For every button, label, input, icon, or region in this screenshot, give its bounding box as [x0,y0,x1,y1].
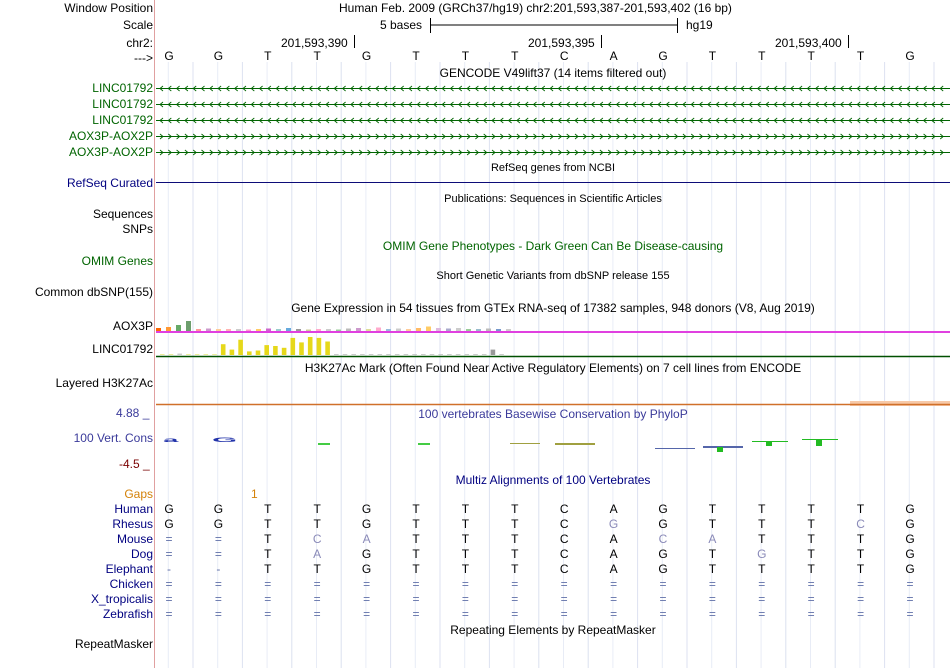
logo-letter-g: G [212,436,238,444]
alignment-base: T [264,562,272,576]
gencode-track-title: GENCODE V49lift37 (14 items filtered out) [439,66,667,80]
phylop-score-bar [655,448,695,449]
phylop-score-bar [555,443,595,445]
alignment-base: = [214,607,222,621]
omim-track-title: OMIM Gene Phenotypes - Dark Green Can Be Disease-causing [382,239,724,253]
alignment-base: T [264,502,272,516]
alignment-base: = [708,592,716,606]
repeatmasker-track-title: Repeating Elements by RepeatMasker [450,623,656,637]
alignment-base: T [807,547,815,561]
reference-base: T [264,49,272,63]
alignment-base: T [313,562,321,576]
alignment-base: = [313,577,321,591]
reference-base: T [807,49,815,63]
alignment-base: = [857,607,865,621]
phylop-score-bar [418,443,430,445]
phylop-max-label: 4.88 _ [116,406,150,420]
alignment-base: = [807,592,815,606]
window-position-label: Window Position [64,1,153,15]
alignment-base: = [165,547,173,561]
alignment-base: G [164,502,174,516]
alignment-base: = [511,577,519,591]
alignment-base: T [807,562,815,576]
alignment-base: = [560,607,568,621]
reference-base: T [412,49,420,63]
alignment-base: T [412,562,420,576]
alignment-base: = [708,607,716,621]
alignment-base: = [758,607,766,621]
alignment-base: = [461,607,469,621]
alignment-base: = [264,592,272,606]
publications-track-title: Publications: Sequences in Scientific Articles [444,193,662,205]
alignment-base: C [856,517,865,531]
alignment-base: - [167,562,171,576]
multiz-species-label[interactable]: Human [114,502,153,516]
phylop-score-bar [816,439,822,446]
alignment-base: = [412,592,420,606]
alignment-base: T [461,547,470,561]
phylop-label[interactable]: 100 Vert. Cons [73,431,153,445]
alignment-base: T [511,517,519,531]
alignment-base: C [658,532,668,546]
alignment-base: T [461,532,470,546]
alignment-base: = [857,577,865,591]
alignment-base: = [363,592,371,606]
alignment-base: = [264,607,272,621]
gtex-linc01792-label[interactable]: LINC01792 [92,342,153,356]
reference-base: G [905,49,915,63]
alignment-base: G [213,502,224,516]
alignment-base: = [610,577,618,591]
reference-base: T [313,49,321,63]
alignment-base: T [758,562,766,576]
alignment-base: T [708,562,717,576]
alignment-base: T [412,547,420,561]
reference-base: T [461,49,470,63]
alignment-base: C [559,547,569,561]
alignment-base: = [412,577,420,591]
alignment-base: T [758,502,766,516]
alignment-base: = [659,607,667,621]
logo-letter-a: a [163,436,179,444]
alignment-base: T [708,517,717,531]
alignment-base: T [758,532,766,546]
alignment-base: T [708,502,717,516]
alignment-base: = [610,592,618,606]
reference-base: G [164,49,174,63]
position-tick-2: 201,593,395 [528,36,595,50]
alignment-base: G [213,517,224,531]
refseq-label[interactable]: RefSeq Curated [66,176,153,190]
window-position-text: Human Feb. 2009 (GRCh37/hg19) chr2:201,593,387-201,593,402 (16 bp) [339,1,732,15]
alignment-base: = [313,592,321,606]
alignment-base: G [905,532,915,546]
alignment-base: C [312,532,322,546]
alignment-base: = [363,577,371,591]
multiz-species-label[interactable]: Mouse [116,532,153,546]
alignment-base: = [165,577,173,591]
gaps-value: 1 [251,487,258,501]
alignment-base: G [905,517,915,531]
alignment-base: = [708,577,716,591]
alignment-base: C [559,502,569,516]
h3k27ac-label[interactable]: Layered H3K27Ac [55,376,153,390]
alignment-base: G [361,502,372,516]
alignment-base: = [214,532,222,546]
alignment-base: A [609,547,618,561]
reference-base: T [511,49,519,63]
alignment-base: = [560,577,568,591]
alignment-base: = [165,607,173,621]
multiz-species-label[interactable]: Dog [130,547,153,561]
reference-base: T [758,49,766,63]
alignment-base: T [511,532,519,546]
alignment-base: T [264,517,272,531]
multiz-species-label[interactable]: X_tropicalis [90,592,153,606]
alignment-base: G [658,547,668,561]
phylop-score-bar [510,443,540,444]
gencode-item-label[interactable]: LINC01792 [92,81,153,95]
alignment-base: G [361,547,372,561]
alignment-base: A [609,562,618,576]
reference-base: A [609,49,618,63]
phylop-score-bar [717,447,723,452]
alignment-base: T [461,562,470,576]
alignment-base: - [216,562,221,576]
dbsnp-track-title: Short Genetic Variants from dbSNP release 155 [436,270,670,282]
alignment-base: T [412,517,420,531]
alignment-base: T [856,547,865,561]
phylop-score-bar [318,443,330,445]
alignment-base: G [658,562,668,576]
alignment-base: T [412,502,420,516]
alignment-base: A [362,532,371,546]
alignment-base: = [165,532,173,546]
multiz-species-label[interactable]: Chicken [109,577,153,591]
gencode-item-label[interactable]: AOX3P-AOX2P [68,129,153,143]
alignment-base: = [511,607,519,621]
alignment-base: = [363,607,371,621]
multiz-species-label[interactable]: Elephant [105,562,153,576]
phylop-track-title: 100 vertebrates Basewise Conservation by PhyloP [418,407,688,421]
alignment-base: T [461,517,470,531]
alignment-base: C [559,532,569,546]
alignment-base: = [659,592,667,606]
alignment-base: = [659,577,667,591]
omim-label[interactable]: OMIM Genes [81,254,153,268]
alignment-base: T [264,547,272,561]
phylop-min-label: -4.5 _ [119,457,150,471]
alignment-base: T [807,502,815,516]
alignment-base: T [511,562,519,576]
alignment-base: = [214,577,222,591]
reference-base: T [856,49,865,63]
alignment-base: T [807,517,815,531]
alignment-base: T [313,502,321,516]
alignment-base: = [412,607,420,621]
reference-base: G [658,49,668,63]
alignment-base: G [658,517,668,531]
alignment-base: A [313,547,322,561]
alignment-base: T [511,547,519,561]
dbsnp-label[interactable]: Common dbSNP(155) [34,285,153,299]
alignment-base: T [856,502,865,516]
gaps-label: Gaps [124,487,153,501]
alignment-base: = [264,577,272,591]
multiz-species-label[interactable]: Rhesus [112,517,153,531]
alignment-base: = [461,592,469,606]
refseq-track-title: RefSeq genes from NCBI [490,162,616,174]
alignment-base: T [412,532,420,546]
alignment-base: = [758,592,766,606]
multiz-species-label[interactable]: Zebrafish [102,607,153,621]
h3k27ac-track-title: H3K27Ac Mark (Often Found Near Active Regulatory Elements) on 7 cell lines from ENCODE [304,361,802,375]
strand-label: ---> [134,51,153,65]
alignment-base: G [905,547,915,561]
alignment-base: G [757,547,767,561]
alignment-base: C [559,562,569,576]
alignment-base: T [461,502,470,516]
alignment-base: = [610,607,618,621]
alignment-base: A [609,502,618,516]
reference-base: T [708,49,717,63]
alignment-base: G [905,502,915,516]
alignment-base: T [856,562,865,576]
alignment-base: G [608,517,619,531]
alignment-base: A [609,532,618,546]
repeatmasker-label[interactable]: RepeatMasker [74,637,153,651]
position-tick-1: 201,593,390 [281,36,348,50]
alignment-base: = [560,592,568,606]
gencode-item-label[interactable]: AOX3P-AOX2P [68,145,153,159]
alignment-base: = [906,607,914,621]
gencode-item-label[interactable]: LINC01792 [92,97,153,111]
multiz-track-title: Multiz Alignments of 100 Vertebrates [455,473,651,487]
scale-label: Scale [122,18,153,32]
alignment-base: = [758,577,766,591]
alignment-base: = [165,592,173,606]
reference-base: G [213,49,224,63]
scale-assembly: hg19 [686,18,713,32]
alignment-base: G [905,562,915,576]
alignment-base: T [758,517,766,531]
alignment-base: = [461,577,469,591]
scale-text: 5 bases [380,18,423,32]
gencode-item-label[interactable]: LINC01792 [92,113,153,127]
alignment-base: = [857,592,865,606]
alignment-base: T [313,517,321,531]
snps-label[interactable]: SNPs [122,222,153,236]
alignment-base: T [511,502,519,516]
gtex-aox3p-label[interactable]: AOX3P [112,319,153,333]
alignment-base: = [807,607,815,621]
alignment-base: = [906,592,914,606]
alignment-base: = [807,577,815,591]
alignment-base: = [214,547,222,561]
chrom-label: chr2: [126,36,153,50]
alignment-base: G [361,517,372,531]
alignment-base: T [264,532,272,546]
alignment-base: G [658,502,668,516]
position-tick-3: 201,593,400 [775,36,842,50]
alignment-base: T [708,547,717,561]
alignment-base: = [214,592,222,606]
sequences-label[interactable]: Sequences [92,207,153,221]
alignment-base: T [807,532,815,546]
alignment-base: C [559,517,569,531]
alignment-base: = [906,577,914,591]
alignment-base: G [164,517,174,531]
gtex-track-title: Gene Expression in 54 tissues from GTEx RNA-seq of 17382 samples, 948 donors (V8, Aug 2019) [291,301,815,315]
phylop-score-bar [766,441,772,446]
reference-base: G [361,49,372,63]
alignment-base: = [313,607,321,621]
alignment-base: T [856,532,865,546]
reference-base: C [559,49,569,63]
alignment-base: A [708,532,717,546]
alignment-base: = [511,592,519,606]
alignment-base: G [361,562,372,576]
